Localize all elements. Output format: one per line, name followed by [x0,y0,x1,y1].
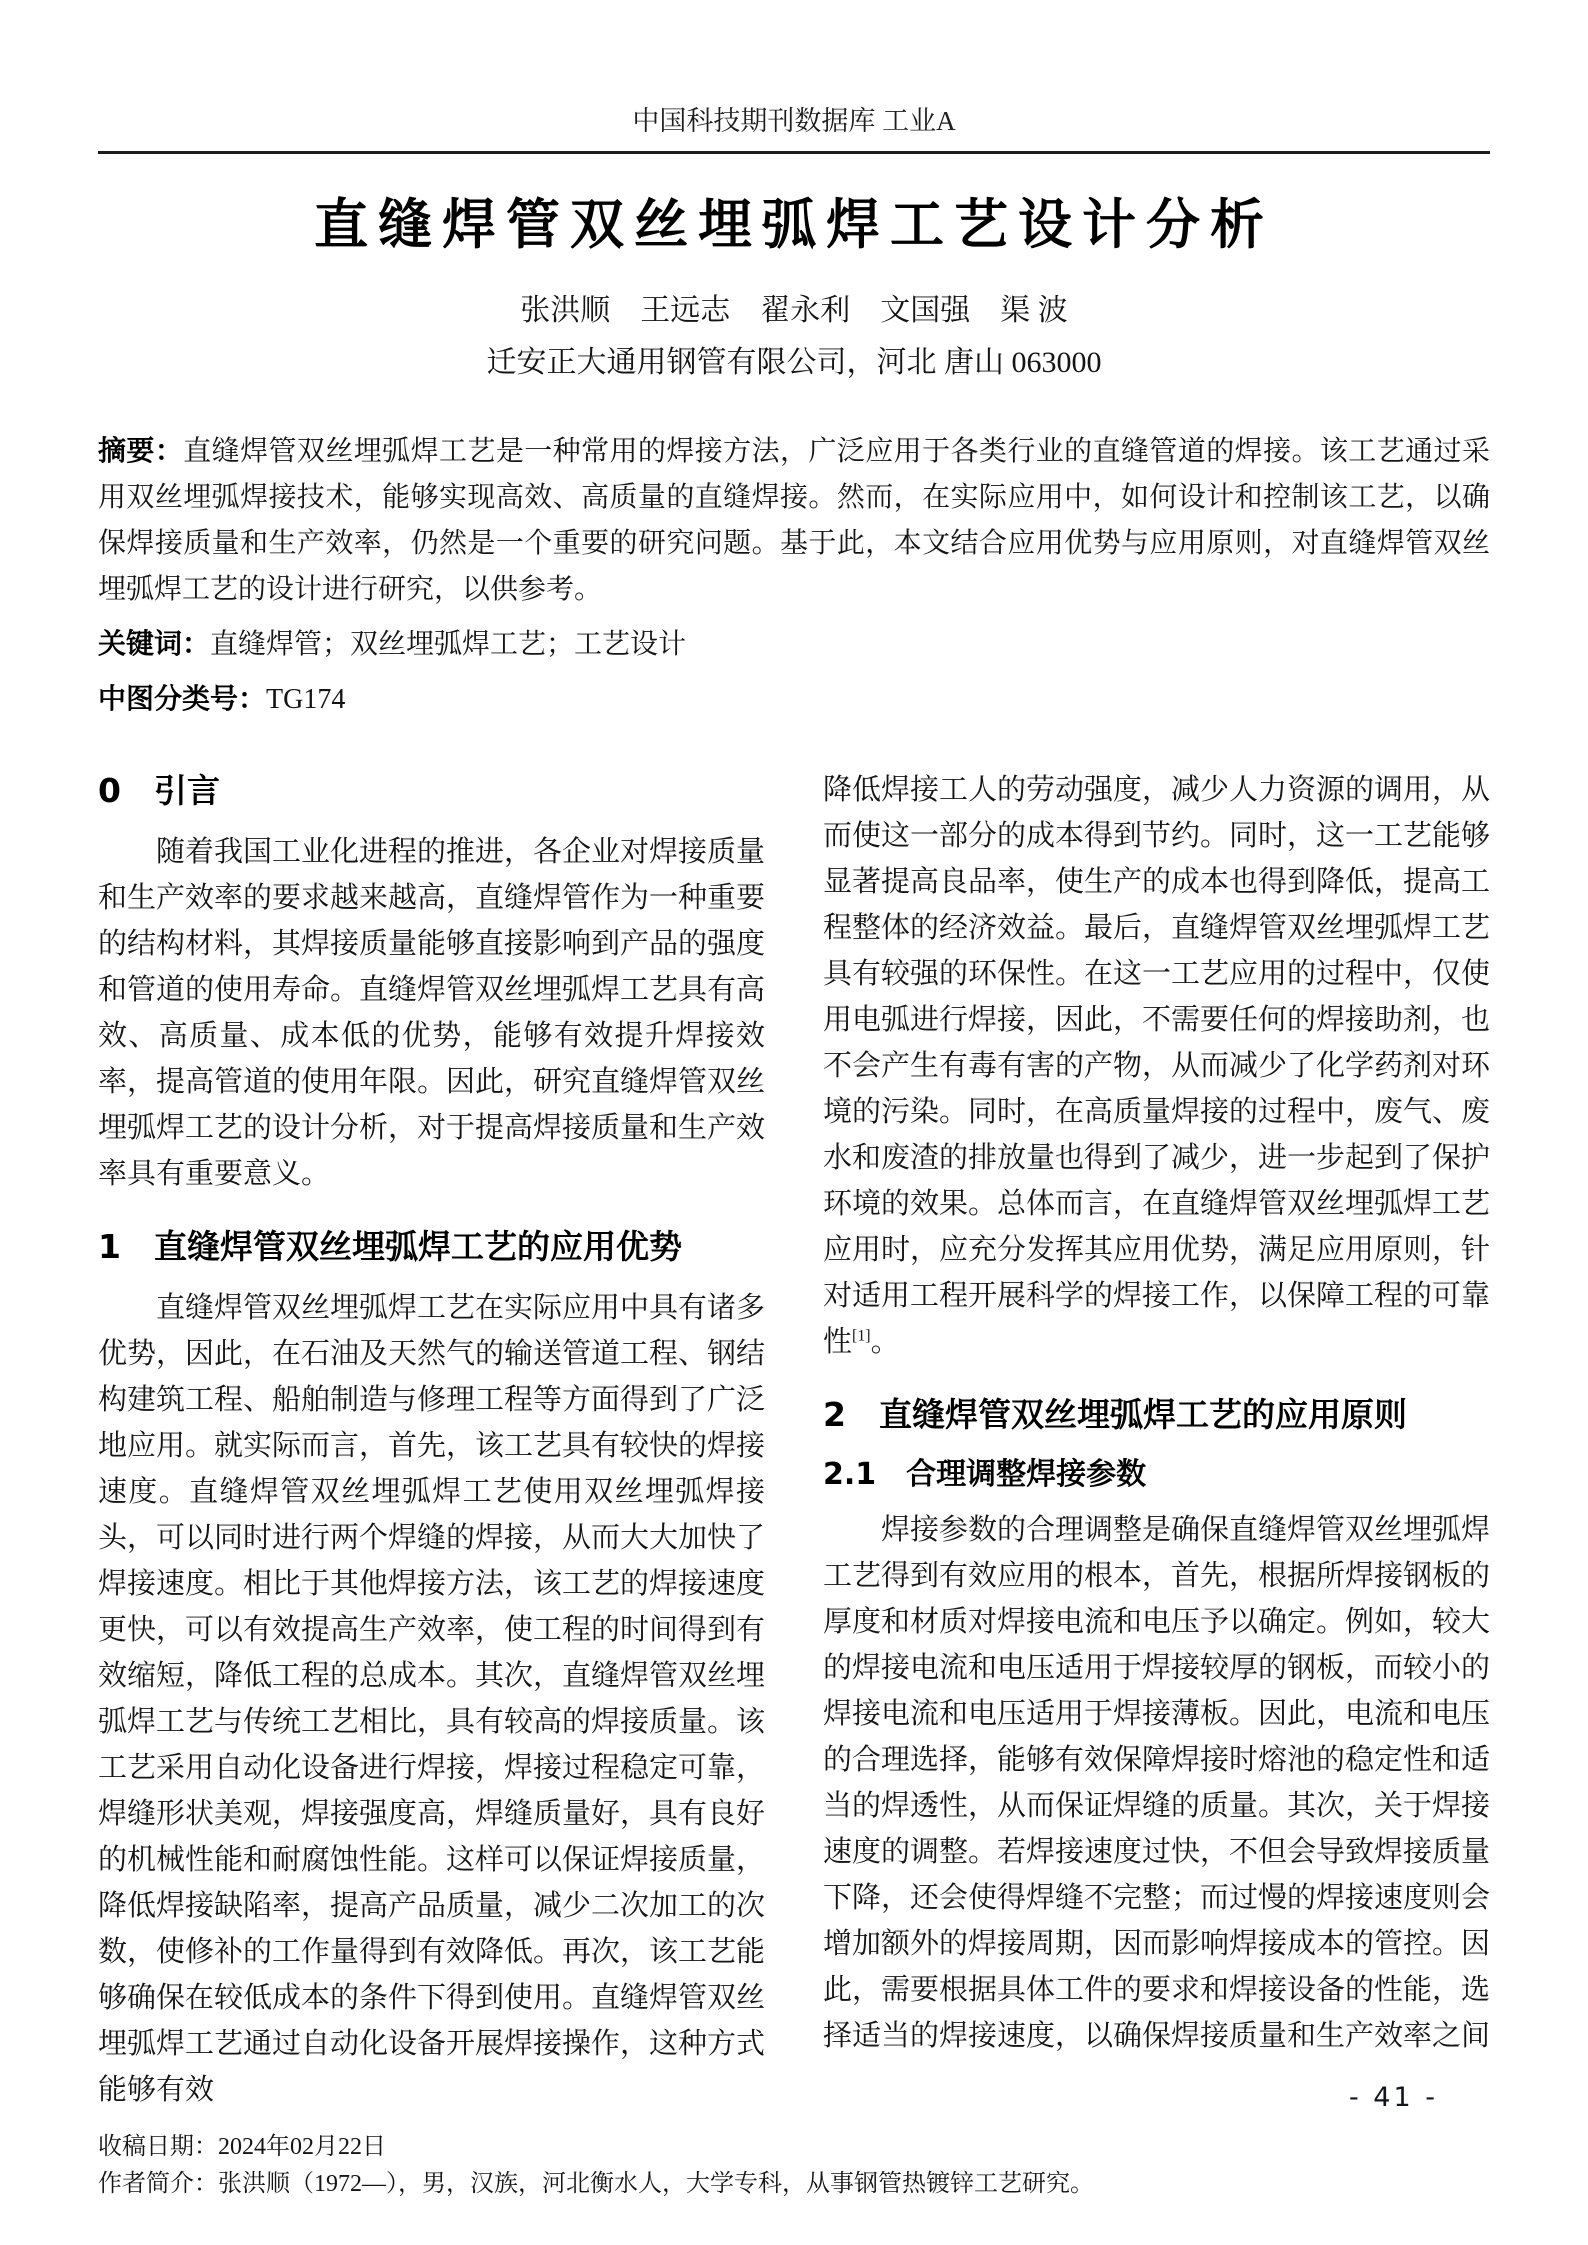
clc-label: 中图分类号： [98,682,267,716]
citation-ref-1: [1] [852,1327,871,1345]
keywords-label: 关键词： [98,627,211,661]
keywords-text: 直缝焊管；双丝埋弧焊工艺；工艺设计 [210,629,687,661]
section-heading-1: 1 直缝焊管双丝埋弧焊工艺的应用优势 [98,1227,682,1267]
keywords-paragraph [98,621,1490,668]
meta-block [98,428,1490,723]
authors-line: 张洪顺 王远志 翟永利 文国强 渠 波 [520,294,1068,328]
section-heading-2: 2 直缝焊管双丝埋弧焊工艺的应用原则 [823,1395,1407,1435]
section-heading-0: 0 引言 [98,771,220,811]
clc-value: TG174 [266,684,346,716]
two-column-body [98,767,1490,2113]
paragraph-advantages-continued [823,767,1490,1365]
affiliation-line: 迁安正大通用钢管有限公司，河北 唐山 063000 [486,346,1102,380]
paragraph-advantages-continued-text: 降低焊接工人的劳动强度，减少人力资源的调用，从而使这一部分的成本得到节约。同时，这一工艺能够显著提高良品率，使生产的成本也得到降低，提高工程整体的经济效益。最后，直缝焊管双丝埋弧焊工艺具有较强的环保性。在这一工艺应用的过程中，仅使用电弧进行焊接，因此，不需要任何的焊接助剂，也不会产生有毒有害的产物，从而减少了化学药剂对环境的污染。同时，在高质量焊接的过程中，废气、废水和废渣的排放量也得到了减少，进一步起到了保护环境的效果。总体而言，在直缝焊管双丝埋弧焊工艺应用时，应充分发挥其应用优势，满足应用原则，针对适用工程开展科学的焊接工作，以保障工程的可靠性 [823,774,1491,1359]
abstract-label: 摘要： [98,434,184,468]
clc-paragraph [98,676,1490,723]
page-title: 直缝焊管双丝埋弧焊工艺设计分析 [314,193,1274,256]
page-number: - 41 - [1348,2082,1438,2113]
header-divider [98,151,1490,154]
abstract-paragraph [98,428,1490,613]
journal-running-head: 中国科技期刊数据库 工业A [632,106,956,136]
footnote-block [98,2129,1490,2203]
abstract-text: 直缝焊管双丝埋弧焊工艺是一种常用的焊接方法，广泛应用于各类行业的直缝管道的焊接。该工艺通过采用双丝埋弧焊接技术，能够实现高效、高质量的直缝焊接。然而，在实际应用中，如何设计和控制该工艺，以确保焊接质量和生产效率，仍然是一个重要的研究问题。基于此，本文结合应用优势与应用原则，对直缝焊管双丝埋弧焊工艺的设计进行研究，以供参考。 [98,436,1490,606]
paragraph-advantages-continued-end: 。 [870,1326,900,1359]
column-left [98,767,765,2113]
paragraph-advantages: 直缝焊管双丝埋弧焊工艺在实际应用中具有诸多优势，因此，在石油及天然气的输送管道工程、钢结构建筑工程、船舶制造与修理工程等方面得到了广泛地应用。就实际而言，首先，该工艺具有较快的焊接速度。直缝焊管双丝埋弧焊工艺使用双丝埋弧焊接头，可以同时进行两个焊缝的焊接，从而大大加快了焊接速度。相比于其他焊接方法，该工艺的焊接速度更快，可以有效提高生产效率，使工程的时间得到有效缩短，降低工程的总成本。其次，直缝焊管双丝埋弧焊工艺与传统工艺相比，具有较高的焊接质量。该工艺采用自动化设备进行焊接，焊接过程稳定可靠，焊缝形状美观，焊接强度高，焊缝质量好，具有良好的机械性能和耐腐蚀性能。这样可以保证焊接质量，降低焊接缺陷率，提高产品质量，减少二次加工的次数，使修补的工作量得到有效降低。再次，该工艺能够确保在较低成本的条件下得到使用。直缝焊管双丝埋弧焊工艺通过自动化设备开展焊接操作，这种方式能够有效 [98,1292,766,2107]
column-right [823,767,1490,2059]
footnote-received-date: 收稿日期：2024年02月22日 [98,2134,386,2161]
subsection-heading-2-1: 2.1 合理调整焊接参数 [823,1457,1147,1493]
paragraph-welding-parameters: 焊接参数的合理调整是确保直缝焊管双丝埋弧焊工艺得到有效应用的根本，首先，根据所焊接钢板的厚度和材质对焊接电流和电压予以确定。例如，较大的焊接电流和电压适用于焊接较厚的钢板，而较小的焊接电流和电压适用于焊接薄板。因此，电流和电压的合理选择，能够有效保障焊接时熔池的稳定性和适当的焊透性，从而保证焊缝的质量。其次，关于焊接速度的调整。若焊接速度过快，不但会导致焊接质量下降，还会使得焊缝不完整；而过慢的焊接速度则会增加额外的焊接周期，因而影响焊接成本的管控。因此，需要根据具体工件的要求和焊接设备的性能，选择适当的焊接速度，以确保焊接质量和生产效率之间 [823,1514,1491,2053]
paragraph-introduction: 随着我国工业化进程的推进，各企业对焊接质量和生产效率的要求越来越高，直缝焊管作为一种重要的结构材料，其焊接质量能够直接影响到产品的强度和管道的使用寿命。直缝焊管双丝埋弧焊工艺具有高效、高质量、成本低的优势，能够有效提升焊接效率，提高管道的使用年限。因此，研究直缝焊管双丝埋弧焊工艺的设计分析，对于提高焊接质量和生产效率具有重要意义。 [98,836,766,1191]
footnote-author-bio: 作者简介：张洪顺（1972—），男，汉族，河北衡水人，大学专科，从事钢管热镀锌工艺研究。 [98,2171,1094,2198]
